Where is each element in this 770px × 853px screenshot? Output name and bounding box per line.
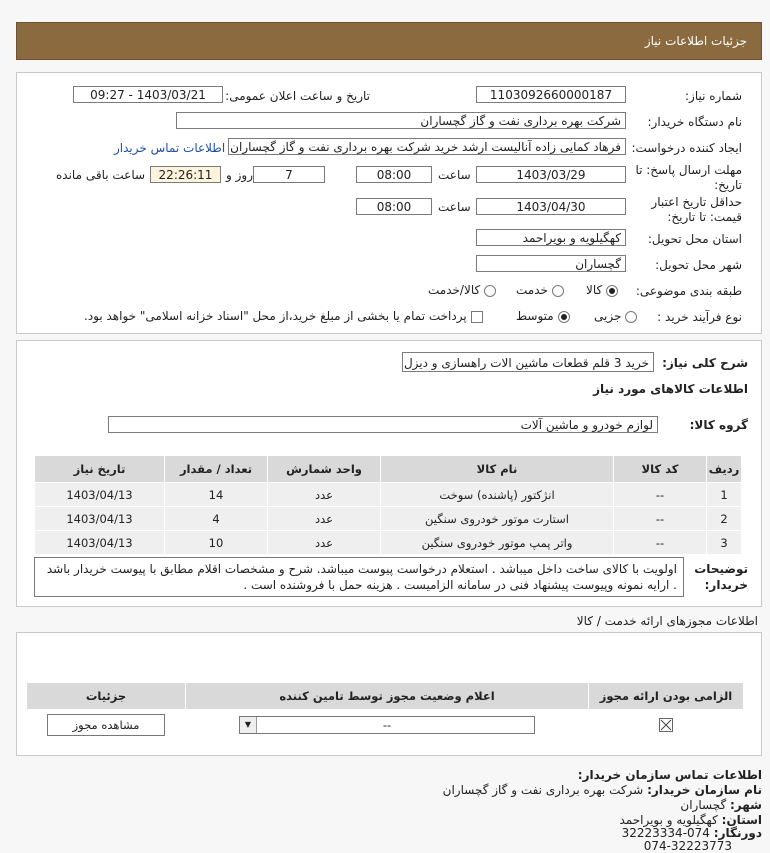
- view-permit-button[interactable]: مشاهده مجوز: [47, 714, 165, 736]
- cell-code: --: [614, 507, 707, 531]
- contact-org-label: نام سازمان خریدار:: [647, 783, 762, 797]
- process-option-minor[interactable]: جزیی: [594, 309, 637, 323]
- contact-phone: [644, 839, 732, 853]
- deadline-date-field: 1403/03/29: [476, 166, 626, 183]
- column-header-code: کد کالا: [614, 456, 707, 483]
- goods-group-label: گروه کالا:: [689, 418, 748, 432]
- column-header-name: نام کالا: [381, 456, 614, 483]
- cell-details: [27, 710, 186, 741]
- table-row: [35, 531, 742, 555]
- permits-table-header: [27, 683, 744, 710]
- deadline-label-date: تاریخ:: [714, 178, 742, 192]
- checkbox-crossed-icon[interactable]: [659, 718, 673, 732]
- deadline-label: مهلت ارسال پاسخ: تا: [635, 163, 742, 177]
- goods-table-header: [35, 456, 742, 483]
- dropdown-arrow-icon[interactable]: ▼: [240, 717, 257, 733]
- validity-time-label: ساعت: [438, 200, 471, 214]
- table-row: [35, 483, 742, 507]
- column-header-quantity: تعداد / مقدار: [165, 456, 268, 483]
- contact-city-label: شهر:: [730, 798, 762, 812]
- radio-checked-icon[interactable]: [558, 311, 570, 323]
- announce-field: 1403/03/21 - 09:27: [73, 86, 223, 103]
- category-option-goods[interactable]: کالا: [586, 283, 618, 297]
- permits-table: [26, 682, 744, 741]
- announce-label: تاریخ و ساعت اعلان عمومی:: [225, 89, 370, 103]
- city-label: شهر محل تحویل:: [655, 258, 742, 272]
- creator-label: ایجاد کننده درخواست:: [631, 141, 742, 155]
- summary-label: شرح کلی نیاز:: [662, 356, 748, 370]
- cell-name: استارت موتور خودروی سنگین: [381, 507, 614, 531]
- column-header-need-date: تاریخ نیاز: [35, 456, 165, 483]
- contact-province-label: استان:: [721, 813, 762, 827]
- process-label: نوع فرآیند خرید :: [657, 310, 742, 324]
- checkbox-icon[interactable]: [471, 311, 483, 323]
- cell-unit: عدد: [268, 507, 381, 531]
- days-label: روز و: [226, 168, 253, 182]
- goods-group-field: لوازم خودرو و ماشین آلات: [108, 416, 658, 433]
- radio-icon[interactable]: [552, 285, 564, 297]
- radio-checked-icon[interactable]: [606, 285, 618, 297]
- contact-title: اطلاعات تماس سازمان خریدار:: [577, 768, 762, 782]
- cell-code: --: [614, 483, 707, 507]
- buyer-notes-label: توضیحات: [694, 562, 748, 576]
- contact-city: [680, 798, 762, 812]
- contact-fax: [622, 826, 762, 840]
- page-header: [16, 22, 762, 60]
- contact-org: [443, 783, 762, 797]
- need-number-field: 1103092660000187: [476, 86, 626, 103]
- days-field: 7: [253, 166, 325, 183]
- cell-unit: عدد: [268, 531, 381, 555]
- validity-date-field: 1403/04/30: [476, 198, 626, 215]
- cell-row-number: 1: [707, 483, 742, 507]
- treasury-payment-option[interactable]: پرداخت تمام یا بخشی از مبلغ خرید،از محل "اسناد خزانه اسلامی" خواهد بود.: [84, 309, 483, 323]
- process-option-medium[interactable]: متوسط: [516, 309, 570, 323]
- buyer-notes-field: اولویت با کالای ساخت داخل میباشد . استعلام درخواست پیوست میباشد. شرح و مشخصات اقلام مطابق با پیوست خریدار باشد . ارایه نمونه وپیوست پیشنهاد فنی در سامانه الزامیست . هزینه حمل با فروشنده است .: [34, 557, 684, 597]
- deadline-time-label: ساعت: [438, 168, 471, 182]
- buyer-contact-link[interactable]: اطلاعات تماس خریدار: [114, 141, 226, 155]
- cell-row-number: 3: [707, 531, 742, 555]
- permits-title: اطلاعات مجوزهای ارائه خدمت / کالا: [576, 614, 758, 628]
- need-number-label: شماره نیاز:: [685, 89, 742, 103]
- province-field: کهگیلویه و بویراحمد: [476, 229, 626, 246]
- column-header-unit: واحد شمارش: [268, 456, 381, 483]
- contact-province: [619, 813, 762, 827]
- validity-label: حداقل تاریخ اعتبار: [651, 195, 742, 209]
- cell-code: --: [614, 531, 707, 555]
- contact-fax-value: 074-32223334: [621, 826, 710, 840]
- cell-need-date: 1403/04/13: [35, 507, 165, 531]
- buyer-org-label: نام دستگاه خریدار:: [647, 115, 742, 129]
- buyer-notes-label-2: خریدار:: [704, 578, 748, 592]
- contact-province-value: کهگیلویه و بویراحمد: [619, 813, 718, 827]
- cell-row-number: 2: [707, 507, 742, 531]
- cell-status: [186, 710, 589, 741]
- cell-need-date: 1403/04/13: [35, 483, 165, 507]
- contact-phone-value: 074-32223773: [643, 839, 732, 853]
- contact-city-value: گچساران: [680, 798, 727, 812]
- category-label: طبقه بندی موضوعی:: [635, 284, 742, 298]
- radio-icon[interactable]: [625, 311, 637, 323]
- goods-info-title: اطلاعات کالاهای مورد نیاز: [593, 382, 748, 396]
- city-field: گچساران: [476, 255, 626, 272]
- cell-quantity: 10: [165, 531, 268, 555]
- creator-field: فرهاد کمایی زاده آنالیست ارشد خرید شرکت بهره برداری نفت و گاز گچساران: [228, 138, 626, 155]
- validity-label-date: قیمت: تا تاریخ:: [667, 210, 742, 224]
- column-header-row-number: ردیف: [707, 456, 742, 483]
- column-header-status: اعلام وضعیت مجوز توسط تامین کننده: [186, 683, 589, 710]
- column-header-details: جزئیات: [27, 683, 186, 710]
- radio-icon[interactable]: [484, 285, 496, 297]
- cell-name: واتر پمپ موتور خودروی سنگین: [381, 531, 614, 555]
- goods-table: [34, 455, 742, 555]
- category-option-service[interactable]: خدمت: [516, 283, 564, 297]
- remaining-label: ساعت باقی مانده: [56, 168, 146, 182]
- contact-org-value: شرکت بهره برداری نفت و گاز گچساران: [442, 783, 644, 797]
- province-label: استان محل تحویل:: [647, 232, 742, 246]
- validity-time-field: 08:00: [356, 198, 432, 215]
- contact-fax-label: دورنگار:: [713, 826, 762, 840]
- deadline-time-field: 08:00: [356, 166, 432, 183]
- cell-required: [589, 710, 744, 741]
- table-row: [27, 710, 744, 741]
- page-title: جزئیات اطلاعات نیاز: [644, 34, 747, 48]
- column-header-required: الزامی بودن ارائه مجوز: [589, 683, 744, 710]
- cell-name: انژکتور (پاشنده) سوخت: [381, 483, 614, 507]
- cell-quantity: 14: [165, 483, 268, 507]
- summary-field: خرید 3 قلم قطعات ماشین الات راهسازی و دیزل: [402, 352, 654, 372]
- cell-unit: عدد: [268, 483, 381, 507]
- table-row: [35, 507, 742, 531]
- permit-status-select[interactable]: -- ▼: [239, 716, 535, 734]
- category-option-both[interactable]: کالا/خدمت: [428, 283, 496, 297]
- buyer-org-field: شرکت بهره برداری نفت و گاز گچساران: [176, 112, 626, 129]
- cell-need-date: 1403/04/13: [35, 531, 165, 555]
- remaining-time-field: 22:26:11: [150, 166, 221, 183]
- cell-quantity: 4: [165, 507, 268, 531]
